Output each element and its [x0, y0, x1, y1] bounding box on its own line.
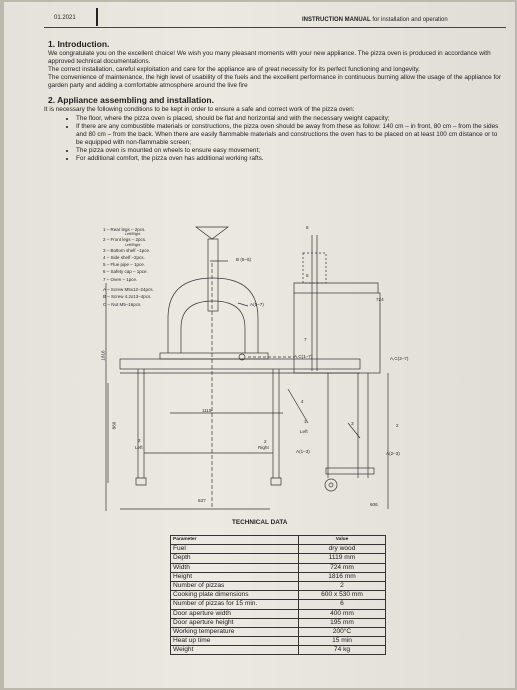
legend-item: C – Nut M5–16pcs.: [103, 301, 142, 307]
legend-item: 1 – Rear legs – 2pcs.: [103, 227, 146, 232]
param-cell: Width: [171, 563, 299, 572]
intro-paragraph-1: We congratulate you on the excellent choice! We wish you many pleasant moments with your new appliance. The pizza oven is produced in accordance with approved technical documentations.: [48, 50, 491, 66]
header-title: [302, 17, 448, 23]
table-row: [171, 554, 386, 563]
header-title-rest: for installation and operation: [370, 17, 448, 23]
header-divider: [96, 8, 98, 26]
label-ac17: A,C(1–7): [294, 354, 313, 359]
value-cell: 15 min: [299, 637, 386, 646]
param-cell: Fuel: [171, 545, 299, 554]
table-row: [171, 618, 386, 627]
table-row: [171, 627, 386, 636]
table-row: [171, 563, 386, 572]
table-row: [171, 609, 386, 618]
table-row: [171, 581, 386, 590]
intro-paragraph-3: The convenience of maintenance, the high level of usability of the fuels and the excellent performance in continuous burning allow the usage of the appliance for garden party and adding a comfortable atmosphere around the live fire: [48, 74, 501, 90]
header-rule: [44, 27, 506, 28]
part-number: 1: [304, 419, 307, 424]
part-number: 2: [264, 439, 267, 444]
technical-data-title: TECHNICAL DATA: [232, 519, 288, 526]
table-row: [171, 646, 386, 655]
value-cell: 600 x 530 mm: [299, 591, 386, 600]
side-label: Left: [135, 445, 143, 450]
dimension-label: 637: [198, 498, 206, 503]
legend-item: 2 – Front legs – 2pcs.: [103, 237, 147, 243]
assembly-lead: It is necessary the following conditions to be kept in order to ensure a safe and correct work of the pizza oven:: [44, 105, 355, 113]
dimension-label: 724: [376, 297, 384, 302]
label-a13: A(1–3): [296, 449, 310, 454]
text-body: [44, 40, 506, 163]
value-cell: 200°C: [299, 627, 386, 636]
side-label: Right: [258, 445, 269, 450]
assembly-item: • For additional comfort, the pizza oven has additional working rafts.: [76, 155, 506, 163]
table-row: [171, 637, 386, 646]
part-number: 4: [301, 399, 304, 404]
part-number: 3: [351, 421, 354, 426]
assembly-item: • If there are any combustible materials or constructions, the pizza oven should be away from these as follow: 140 cm – in front, 80 cm – from the sides and 80 cm – from the back. When there are easily flammable materials and constructions the oven has to be placed on at least 100 cm distance or to be equipped with non-flammable screen;: [76, 123, 506, 147]
param-cell: Door aperture height: [171, 618, 299, 627]
legend-item: B – Screw 4.2x13–4pcs.: [103, 294, 152, 300]
value-cell: 1119 mm: [299, 554, 386, 563]
value-cell: 1816 mm: [299, 572, 386, 581]
param-cell: Cooking plate dimensions: [171, 591, 299, 600]
header-date: 01.2021: [54, 15, 76, 21]
table-row: [171, 545, 386, 554]
header-title-bold: INSTRUCTION MANUAL: [302, 17, 371, 23]
label-a57: A(5–7): [250, 302, 264, 307]
param-cell: Number of pizzas for 15 min.: [171, 600, 299, 609]
legend-item: Left/Right: [125, 242, 141, 247]
legend-item: 3 – Bottom shelf –1pce.: [103, 247, 151, 253]
table-row: [171, 572, 386, 581]
value-cell: dry wood: [299, 545, 386, 554]
dimension-label: 1816: [100, 350, 106, 361]
part-number: 6: [306, 225, 309, 230]
param-cell: Number of pizzas: [171, 581, 299, 590]
param-cell: Working temperature: [171, 627, 299, 636]
section-introduction-heading: 1. Introduction.: [48, 39, 110, 49]
value-cell: 2: [299, 581, 386, 590]
label-a23: A(2–3): [386, 451, 400, 456]
parts-legend: [103, 226, 154, 308]
value-cell: 724 mm: [299, 563, 386, 572]
intro-paragraph-2: The correct installation, careful exploitation and care for the appliance are of great necessity for its perfect functioning and longevity.: [48, 66, 420, 74]
param-cell: Depth: [171, 554, 299, 563]
legend-item: Left/Right: [125, 232, 141, 237]
dimension-label: 606: [370, 502, 378, 507]
param-cell: Height: [171, 572, 299, 581]
technical-data-table: [170, 535, 386, 655]
param-cell: Door aperture width: [171, 609, 299, 618]
assembly-item: • The floor, where the pizza oven is placed, should be flat and horizontal and with the necessary weight capacity;: [76, 115, 506, 123]
part-number: 5: [306, 273, 309, 278]
part-number: 7: [304, 337, 307, 342]
legend-item: 6 – Safety cap – 1pce.: [103, 269, 148, 275]
manual-page: [4, 2, 515, 688]
assembly-drawing: [98, 223, 414, 513]
column-header-parameter: Parameter: [171, 536, 299, 545]
label-ac27: A,C(2–7): [390, 356, 409, 361]
legend-item: 7 – Oven – 1pce.: [103, 276, 138, 282]
dimension-label: 860: [111, 421, 117, 430]
table-row: [171, 591, 386, 600]
table-row: [171, 600, 386, 609]
assembly-item: • The pizza oven is mounted on wheels to ensure easy movement;: [76, 147, 506, 155]
param-cell: Weight: [171, 646, 299, 655]
assembly-list: [44, 115, 506, 164]
value-cell: 400 mm: [299, 609, 386, 618]
part-number: 2: [396, 423, 399, 428]
value-cell: 74 kg: [299, 646, 386, 655]
column-header-value: Value: [299, 536, 386, 545]
param-cell: Heat up time: [171, 637, 299, 646]
legend-item: 4 – Side shelf –2pcs.: [103, 254, 145, 260]
value-cell: 195 mm: [299, 618, 386, 627]
table-header-row: [171, 536, 386, 545]
value-cell: 6: [299, 600, 386, 609]
legend-item: 5 – Flue pipe – 1pce.: [103, 262, 146, 268]
label-b56: B (5–6): [236, 257, 252, 262]
side-label: Left: [300, 429, 308, 434]
legend-item: A – Screw M5x12–24pcs.: [103, 287, 154, 293]
dimension-label: 1119: [202, 408, 212, 413]
section-assembly-heading: 2. Appliance assembling and installation.: [48, 94, 214, 105]
part-number: 2: [138, 438, 141, 443]
